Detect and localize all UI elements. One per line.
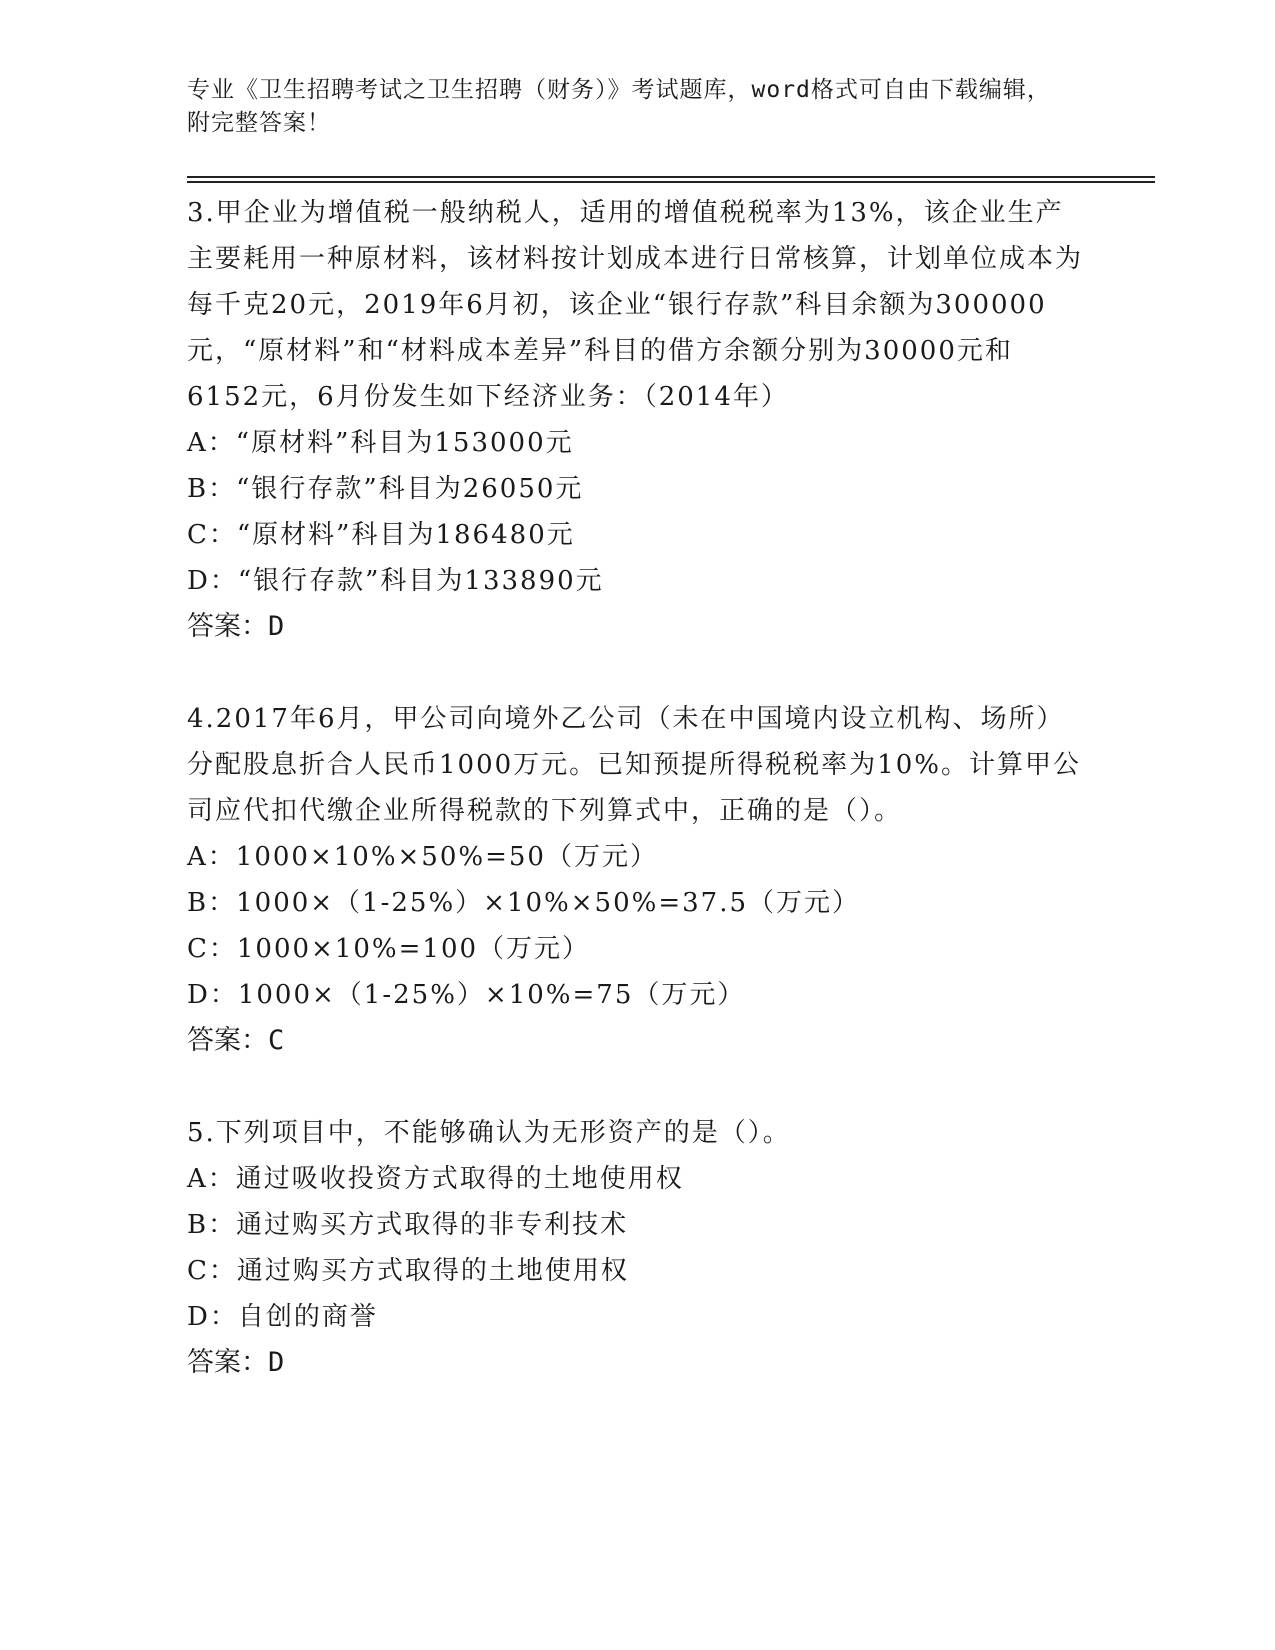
option-d: D：1000×（1-25%）×10%=75（万元） xyxy=(187,980,746,1010)
question-stem: 4.2017年6月，甲公司向境外乙公司（未在中国境内设立机构、场所）分配股息折合人民币1000万元。已知预提所得税税率为10%。计算甲公司应代扣代缴企业所得税款的下列算式中，正确的是（）。 xyxy=(187,704,1081,826)
answer: 答案：D xyxy=(187,1347,285,1378)
option-c: C：“原材料”科目为186480元 xyxy=(187,520,575,550)
question-3 xyxy=(187,190,1087,650)
document-header: 专业《卫生招聘考试之卫生招聘（财务）》考试题库，word格式可自由下载编辑，附完整答案！ xyxy=(187,77,1051,136)
option-c: C：通过购买方式取得的土地使用权 xyxy=(187,1256,629,1286)
question-4 xyxy=(187,696,1087,1064)
header-divider-double xyxy=(187,181,1155,183)
option-d: D：自创的商誉 xyxy=(187,1302,378,1332)
option-b: B：1000×（1-25%）×10%×50%=37.5（万元） xyxy=(187,888,861,918)
answer: 答案：C xyxy=(187,1025,285,1056)
option-a: A：1000×10%×50%=50（万元） xyxy=(187,842,658,872)
option-b: B：通过购买方式取得的非专利技术 xyxy=(187,1210,629,1240)
answer: 答案：D xyxy=(187,611,285,642)
header-divider xyxy=(187,176,1155,178)
option-a: A：“原材料”科目为153000元 xyxy=(187,428,574,458)
question-stem: 3.甲企业为增值税一般纳税人，适用的增值税税率为13%，该企业生产主要耗用一种原材料，该材料按计划成本进行日常核算，计划单位成本为每千克20元，2019年6月初，该企业“银行存款”科目余额为300000元，“原材料”和“材料成本差异”科目的借方余额分别为30000元和6152元，6月份发生如下经济业务：（2014年） xyxy=(187,198,1084,412)
option-b: B：“银行存款”科目为26050元 xyxy=(187,474,584,504)
option-c: C：1000×10%=100（万元） xyxy=(187,934,591,964)
option-d: D：“银行存款”科目为133890元 xyxy=(187,566,604,596)
question-5 xyxy=(187,1110,1087,1386)
question-list xyxy=(187,190,1087,1432)
question-stem: 5.下列项目中，不能够确认为无形资产的是（）。 xyxy=(187,1118,791,1148)
option-a: A：通过吸收投资方式取得的土地使用权 xyxy=(187,1164,684,1194)
